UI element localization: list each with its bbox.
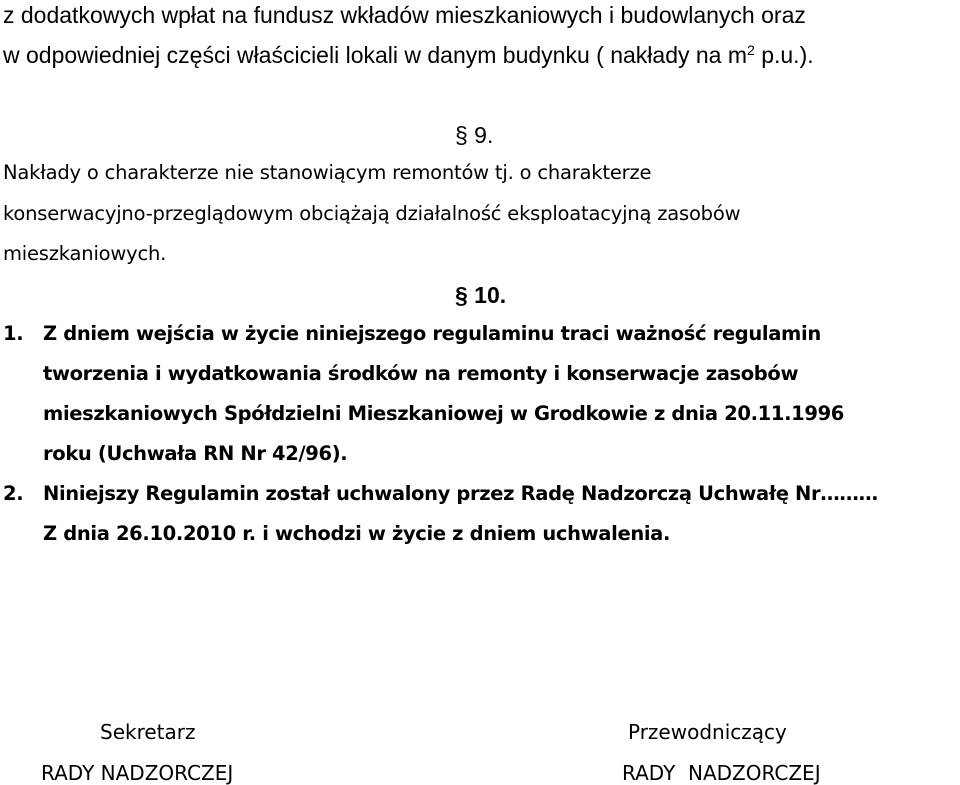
item-1-line-3: mieszkaniowych Spółdzielni Mieszkaniowej w Grodkowie z dnia 20.11.1996 [43,402,845,425]
section-9-line-1: Nakłady o charakterze nie stanowiącym remontów tj. o charakterze [3,161,652,184]
intro-line-1: z dodatkowych wpłat na fundusz wkładów mieszkaniowych i budowlanych oraz [3,2,806,28]
section-10-heading: § 10. [455,282,507,308]
item-2-line-2: Z dnia 26.10.2010 r. i wchodzi w życie z dniem uchwalenia. [43,522,671,545]
signature-left-title: Sekretarz [100,720,196,744]
signature-right-body: RADY NADZORCZEJ [622,761,821,785]
intro-line-2-text: w odpowiedniej części właścicieli lokali w danym budynku ( nakłady na m [3,42,748,68]
item-1-line-4: roku (Uchwała RN Nr 42/96). [43,442,348,465]
intro-line-2 [3,44,814,67]
item-2-number: 2. [3,482,24,505]
signature-left-body: RADY NADZORCZEJ [41,761,234,785]
item-1-line-1: Z dniem wejścia w życie niniejszego regulaminu traci ważność regulamin [43,322,821,345]
item-1-number: 1. [3,322,24,345]
section-9-heading: § 9. [455,122,494,148]
section-9-line-3: mieszkaniowych. [3,242,167,265]
item-1-line-2: tworzenia i wydatkowania środków na remonty i konserwacje zasobów [43,362,799,385]
section-9-line-2: konserwacyjno-przeglądowym obciążają działalność eksploatacyjną zasobów [3,202,741,225]
item-2-line-1: Niniejszy Regulamin został uchwalony przez Radę Nadzorczą Uchwałę Nr……… [43,482,878,505]
signature-right-title: Przewodniczący [628,720,787,744]
intro-line-2-end: p.u.). [754,42,814,68]
superscript-2: 2 [747,42,755,58]
